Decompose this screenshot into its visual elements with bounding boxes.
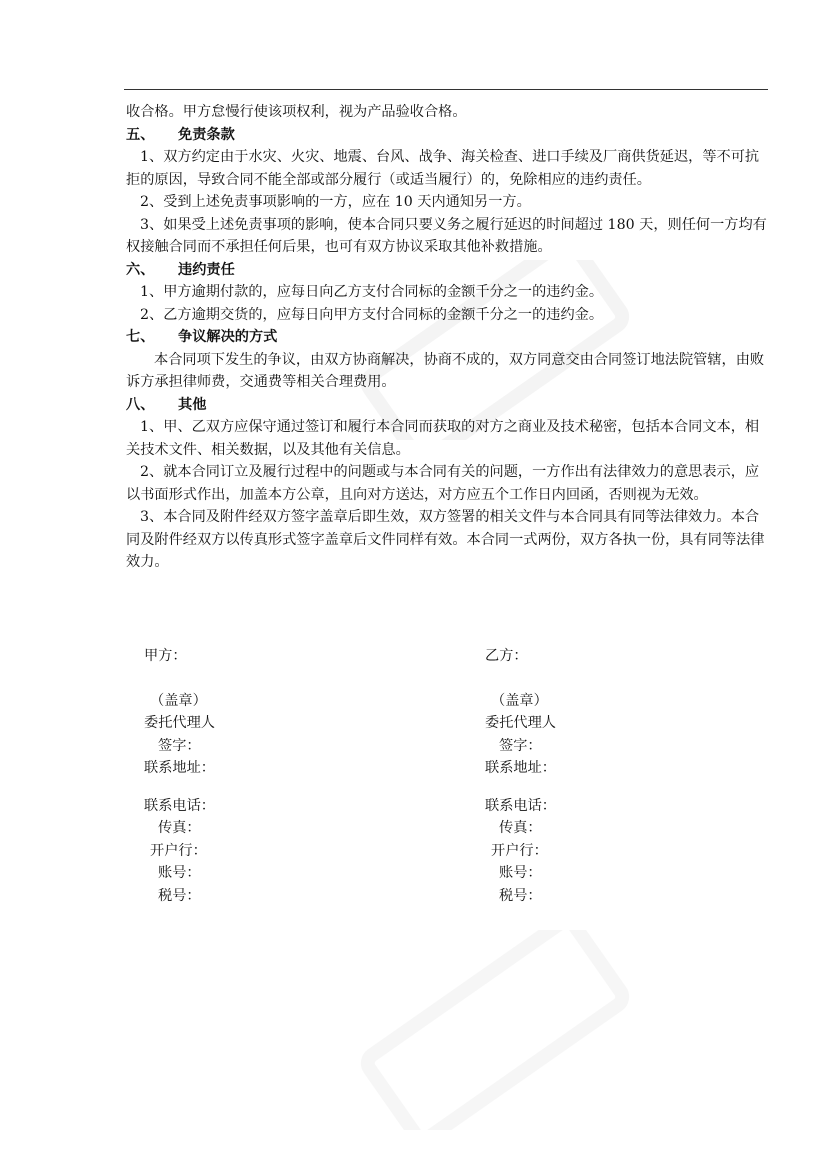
section-number: 八、: [126, 396, 155, 413]
fax-label: 传真：: [158, 820, 201, 836]
tax-label: 税号：: [499, 887, 542, 904]
clause-paragraph: 1、甲方逾期付款的，应每日向乙方支付合同标的金额千分之一的违约金。: [140, 284, 604, 300]
section-number: 五、: [126, 126, 155, 143]
phone-label: 联系电话：: [485, 797, 556, 814]
phone-label: 联系电话：: [144, 797, 215, 814]
section-number: 七、: [126, 329, 155, 345]
clause-paragraph: 3、如果受上述免责事项的影响，使本合同只要义务之履行延迟的时间超过 180 天，则任何一方均有权接触合同而不承担任何后果，也可有双方协议采取其他补救措施。: [126, 216, 767, 255]
account-label: 账号：: [499, 865, 542, 881]
agent-label: 委托代理人: [144, 715, 215, 731]
clause-paragraph: 3、本合同及附件经双方签字盖章后即生效，双方签署的相关文件与本合同具有同等法律效力。本合同及附件经双方以传真形式签字盖章后文件同样有效。本合同一式两份，双方各执一份，具有同等法律效力。: [126, 509, 765, 570]
clause-paragraph: 2、受到上述免责事项影响的一方，应在 10 天内通知另一方。: [140, 194, 531, 210]
sign-label: 签字：: [499, 737, 542, 754]
section-heading-6: [126, 259, 772, 282]
address-label: 联系地址：: [144, 760, 215, 776]
intro-line: 收合格。甲方怠慢行使该项权利，视为产品验收合格。: [126, 104, 467, 120]
section-title: 免责条款: [178, 126, 235, 143]
address-label: 联系地址：: [485, 760, 556, 776]
section-title: 其他: [178, 396, 207, 413]
signature-block-party-a: [144, 645, 404, 907]
party-b-title: 乙方：: [485, 648, 528, 664]
bank-label: 开户行：: [150, 842, 207, 859]
signature-block-party-b: [485, 645, 745, 907]
seal-label: （盖章）: [150, 692, 207, 709]
bank-label: 开户行：: [491, 842, 548, 859]
clause-paragraph: 本合同项下发生的争议，由双方协商解决，协商不成的，双方同意交由合同签订地法院管辖，由败诉方承担律师费，交通费等相关合理费用。: [126, 351, 765, 390]
tax-label: 税号：: [158, 887, 201, 904]
section-title: 违约责任: [178, 261, 235, 278]
account-label: 账号：: [158, 865, 201, 881]
section-heading-5: [126, 124, 772, 147]
clause-paragraph: 1、甲、乙双方应保守通过签订和履行本合同而获取的对方之商业及技术秘密，包括本合同文本，相关技术文件、相关数据，以及其他有关信息。: [126, 419, 760, 458]
header-rule: [124, 89, 768, 90]
clause-paragraph: 1、双方约定由于水灾、火灾、地震、台风、战争、海关检查、进口手续及厂商供货延迟，等不可抗拒的原因，导致合同不能全部或部分履行（或适当履行）的，免除相应的违约责任。: [126, 149, 760, 188]
clause-paragraph: 2、乙方逾期交货的，应每日向甲方支付合同标的金额千分之一的违约金。: [140, 306, 604, 323]
contract-body: [126, 101, 772, 574]
agent-label: 委托代理人: [485, 715, 556, 731]
section-heading-7: [126, 326, 772, 349]
seal-label: （盖章）: [491, 692, 548, 709]
fax-label: 传真：: [499, 820, 542, 836]
watermark-graphic-bottom: [330, 930, 660, 1130]
party-a-title: 甲方：: [144, 648, 187, 664]
section-heading-8: [126, 394, 772, 417]
section-title: 争议解决的方式: [178, 329, 278, 345]
sign-label: 签字：: [158, 737, 201, 754]
section-number: 六、: [126, 261, 155, 278]
clause-paragraph: 2、就本合同订立及履行过程中的问题或与本合同有关的问题，一方作出有法律效力的意思表示，应以书面形式作出，加盖本方公章，且向对方送达，对方应五个工作日内回函，否则视为无效。: [126, 464, 760, 503]
